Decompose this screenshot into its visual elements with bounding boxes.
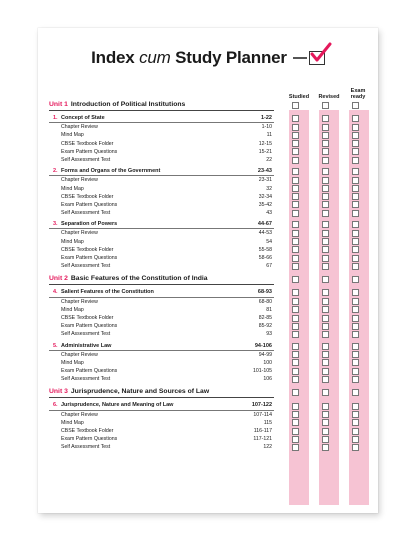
checkbox-revised[interactable] (322, 289, 329, 296)
title-rule (293, 57, 307, 58)
checkbox-exam-ready[interactable] (352, 168, 359, 175)
item-page: 44-53 (258, 230, 272, 237)
checkbox-studied[interactable] (292, 255, 299, 262)
item-label: Chapter Review (61, 298, 98, 305)
item-label: CBSE Textbook Folder (61, 193, 114, 200)
list-item (49, 123, 274, 131)
checkbox-studied[interactable] (292, 331, 299, 338)
item-label: Chapter Review (61, 351, 98, 358)
checkbox-exam-ready[interactable] (352, 403, 359, 410)
checkbox-studied[interactable] (292, 298, 299, 305)
item-label: Self Assessment Test (61, 263, 111, 270)
item-label: Self Assessment Test (61, 444, 111, 451)
checkbox-exam-ready[interactable] (352, 230, 359, 237)
checkbox-exam-ready[interactable] (352, 201, 359, 208)
chapter-heading (49, 401, 274, 410)
chapter-heading (49, 342, 274, 351)
unit-heading (49, 273, 274, 285)
checkbox-studied[interactable] (292, 177, 299, 184)
checkbox-exam-ready[interactable] (352, 115, 359, 122)
chapter-title: Jurisprudence, Nature and Meaning of Law (61, 402, 174, 409)
checkbox-revised[interactable] (322, 315, 329, 322)
checkmark-icon (309, 51, 325, 65)
chapter-pages: 94-106 (254, 342, 272, 349)
list-item (49, 322, 274, 330)
checkbox-exam-ready[interactable] (352, 436, 359, 443)
checkbox-exam-ready[interactable] (352, 132, 359, 139)
item-label: CBSE Textbook Folder (61, 428, 114, 434)
chapter-pages: 44-67 (257, 221, 272, 228)
item-label: Exam Pattern Questions (61, 201, 118, 208)
checkbox-revised[interactable] (322, 331, 329, 338)
list-item (49, 330, 274, 338)
checkbox-revised[interactable] (322, 102, 329, 109)
chapter-number: 6. (53, 402, 58, 409)
checkbox-exam-ready[interactable] (352, 444, 359, 451)
checkbox-revised[interactable] (322, 201, 329, 208)
item-label: Exam Pattern Questions (61, 148, 118, 155)
list-item (49, 375, 274, 383)
unit-heading (49, 99, 274, 111)
chapter-pages: 107-122 (251, 402, 272, 409)
chapter-pages: 1-22 (260, 115, 272, 121)
checkbox-revised[interactable] (322, 376, 329, 383)
item-page: 68-80 (258, 298, 272, 305)
checkbox-exam-ready[interactable] (352, 343, 359, 350)
item-page: 94-99 (258, 351, 272, 358)
chapter-title: Administrative Law (61, 342, 112, 349)
checkbox-exam-ready[interactable] (352, 157, 359, 164)
checkbox-studied[interactable] (292, 403, 299, 410)
checkbox-revised[interactable] (322, 132, 329, 139)
checkbox-revised[interactable] (322, 359, 329, 366)
chapter-heading (49, 288, 274, 297)
item-label: Mind Map (61, 238, 84, 245)
item-label: Exam Pattern Questions (61, 368, 118, 375)
checkbox-exam-ready[interactable] (352, 306, 359, 313)
checkbox-revised[interactable] (322, 368, 329, 375)
checkbox-exam-ready[interactable] (352, 221, 359, 228)
checkbox-exam-ready[interactable] (352, 411, 359, 418)
checkbox-studied[interactable] (292, 168, 299, 175)
item-page: 32-34 (258, 193, 272, 200)
checkbox-studied[interactable] (292, 444, 299, 451)
item-label: Chapter Review (61, 177, 98, 184)
checkbox-studied[interactable] (292, 436, 299, 443)
item-label: Self Assessment Test (61, 376, 111, 383)
checkbox-exam-ready[interactable] (352, 298, 359, 305)
checkbox-revised[interactable] (322, 140, 329, 147)
item-label: CBSE Textbook Folder (61, 314, 114, 321)
checkbox-studied[interactable] (292, 376, 299, 383)
checkbox-exam-ready[interactable] (352, 428, 359, 435)
item-page: 43 (266, 210, 272, 217)
checkbox-studied[interactable] (292, 323, 299, 330)
item-label: Mind Map (61, 359, 84, 366)
item-page: 116-117 (253, 428, 272, 434)
list-item (49, 246, 274, 254)
checkbox-exam-ready[interactable] (352, 124, 359, 131)
unit-number: Unit 3 (49, 388, 68, 396)
list-item (49, 359, 274, 367)
list-item (49, 367, 274, 375)
checkbox-studied[interactable] (292, 263, 299, 270)
checkbox-studied[interactable] (292, 315, 299, 322)
item-page: 15-21 (258, 148, 272, 155)
item-page: 58-66 (258, 255, 272, 261)
list-item (49, 411, 274, 419)
item-page: 22 (266, 156, 272, 163)
chapter-pages: 68-93 (257, 289, 272, 296)
index-table (49, 96, 274, 452)
checkbox-studied[interactable] (292, 157, 299, 164)
chapter-title: Forms and Organs of the Government (61, 168, 161, 175)
checkbox-exam-ready[interactable] (352, 193, 359, 200)
checkbox-exam-ready[interactable] (352, 276, 359, 283)
list-item (49, 298, 274, 306)
chapter-heading (49, 114, 274, 123)
checkbox-exam-ready[interactable] (352, 376, 359, 383)
checkbox-exam-ready[interactable] (352, 289, 359, 296)
checkbox-studied[interactable] (292, 238, 299, 245)
checkbox-studied[interactable] (292, 132, 299, 139)
list-item (49, 351, 274, 359)
item-page: 55-58 (258, 246, 272, 253)
checkbox-studied[interactable] (292, 115, 299, 122)
list-item (49, 427, 274, 435)
column-header-revised: Revised (318, 94, 340, 100)
list-item (49, 229, 274, 237)
chapter-number: 5. (53, 342, 58, 349)
checkbox-exam-ready[interactable] (352, 148, 359, 155)
checkbox-revised[interactable] (322, 419, 329, 426)
checkbox-studied[interactable] (292, 428, 299, 435)
checkbox-revised[interactable] (322, 177, 329, 184)
checkbox-revised[interactable] (322, 185, 329, 192)
chapter-number: 1. (53, 115, 58, 121)
list-item (49, 156, 274, 164)
checkbox-revised[interactable] (322, 444, 329, 451)
item-page: 35-42 (258, 201, 272, 208)
list-item (49, 435, 274, 443)
list-item (49, 193, 274, 201)
checkbox-revised[interactable] (322, 210, 329, 217)
checkbox-exam-ready[interactable] (352, 389, 359, 396)
unit-title: Jurisprudence, Nature and Sources of Law (70, 388, 210, 396)
item-page: 101-105 (252, 368, 272, 375)
item-page: 82-85 (258, 314, 272, 321)
item-page: 1-10 (261, 124, 272, 131)
checkbox-revised[interactable] (322, 436, 329, 443)
checkbox-studied[interactable] (292, 359, 299, 366)
checkbox-studied[interactable] (292, 185, 299, 192)
checkbox-studied[interactable] (292, 411, 299, 418)
checkbox-revised[interactable] (322, 168, 329, 175)
item-label: CBSE Textbook Folder (61, 246, 114, 253)
checkbox-exam-ready[interactable] (352, 359, 359, 366)
item-page: 32 (266, 185, 272, 192)
item-page: 67 (266, 263, 272, 270)
checkbox-revised[interactable] (322, 157, 329, 164)
list-item (49, 306, 274, 314)
item-label: Self Assessment Test (61, 210, 111, 217)
item-page: 122 (263, 444, 272, 451)
checkbox-revised[interactable] (322, 428, 329, 435)
item-label: CBSE Textbook Folder (61, 140, 114, 147)
checkbox-revised[interactable] (322, 263, 329, 270)
unit-number: Unit 2 (49, 275, 68, 283)
checkbox-exam-ready[interactable] (352, 185, 359, 192)
checkbox-studied[interactable] (292, 389, 299, 396)
checkbox-revised[interactable] (322, 124, 329, 131)
list-item (49, 176, 274, 184)
list-item (49, 185, 274, 193)
checkbox-studied[interactable] (292, 306, 299, 313)
item-page: 93 (266, 331, 272, 338)
chapter-title: Separation of Powers (61, 221, 118, 228)
checkbox-exam-ready[interactable] (352, 351, 359, 358)
checkbox-exam-ready[interactable] (352, 419, 359, 426)
item-page: 81 (266, 306, 272, 313)
item-label: Chapter Review (61, 230, 98, 237)
column-header-studied: Studied (288, 94, 310, 100)
checkbox-exam-ready[interactable] (352, 331, 359, 338)
checkbox-studied[interactable] (292, 276, 299, 283)
list-item (49, 419, 274, 427)
checkbox-exam-ready[interactable] (352, 263, 359, 270)
checkbox-revised[interactable] (322, 411, 329, 418)
checkbox-studied[interactable] (292, 289, 299, 296)
checkbox-exam-ready[interactable] (352, 238, 359, 245)
page-header (38, 48, 378, 68)
checkbox-studied[interactable] (292, 419, 299, 426)
checkbox-revised[interactable] (322, 193, 329, 200)
item-page: 117-121 (253, 436, 272, 443)
chapter-title: Concept of State (61, 115, 105, 121)
item-label: Mind Map (61, 306, 84, 313)
chapter-heading (49, 220, 274, 229)
checkbox-studied[interactable] (292, 351, 299, 358)
item-page: 54 (266, 238, 272, 245)
list-item (49, 140, 274, 148)
list-item (49, 201, 274, 209)
checkbox-revised[interactable] (322, 115, 329, 122)
item-page: 12-15 (258, 140, 272, 147)
item-label: Exam Pattern Questions (61, 436, 118, 443)
checkbox-exam-ready[interactable] (352, 315, 359, 322)
item-page: 23-31 (258, 177, 272, 184)
checkbox-studied[interactable] (292, 210, 299, 217)
list-item (49, 254, 274, 262)
checkbox-revised[interactable] (322, 343, 329, 350)
checkbox-revised[interactable] (322, 255, 329, 262)
checkbox-studied[interactable] (292, 102, 299, 109)
checkbox-revised[interactable] (322, 389, 329, 396)
checkbox-revised[interactable] (322, 351, 329, 358)
chapter-number: 4. (53, 289, 58, 296)
checkbox-studied[interactable] (292, 193, 299, 200)
list-item (49, 148, 274, 156)
checkbox-studied[interactable] (292, 343, 299, 350)
checkbox-exam-ready[interactable] (352, 210, 359, 217)
item-label: Mind Map (61, 132, 84, 139)
checkbox-revised[interactable] (322, 230, 329, 237)
list-item (49, 262, 274, 270)
item-label: Self Assessment Test (61, 331, 111, 338)
unit-title: Basic Features of the Constitution of India (70, 275, 208, 283)
item-label: Exam Pattern Questions (61, 323, 118, 330)
checkbox-revised[interactable] (322, 323, 329, 330)
checkbox-exam-ready[interactable] (352, 140, 359, 147)
checkbox-exam-ready[interactable] (352, 177, 359, 184)
item-label: Chapter Review (61, 124, 98, 131)
checkbox-exam-ready[interactable] (352, 246, 359, 253)
item-label: Mind Map (61, 419, 84, 426)
planner-page (38, 28, 378, 513)
item-page: 11 (266, 132, 272, 139)
chapter-heading (49, 167, 274, 176)
checkbox-revised[interactable] (322, 403, 329, 410)
chapter-pages: 23-43 (257, 168, 272, 175)
item-page: 106 (263, 376, 272, 383)
checkbox-revised[interactable] (322, 238, 329, 245)
checkbox-revised[interactable] (322, 298, 329, 305)
item-page: 107-114 (253, 411, 272, 418)
checkbox-revised[interactable] (322, 148, 329, 155)
checkbox-studied[interactable] (292, 201, 299, 208)
list-item (49, 314, 274, 322)
item-page: 85-92 (258, 323, 272, 330)
checkbox-studied[interactable] (292, 221, 299, 228)
list-item (49, 131, 274, 139)
column-header-exam-ready: Exam ready (350, 88, 366, 100)
checkbox-revised[interactable] (322, 221, 329, 228)
list-item (49, 209, 274, 217)
checkbox-exam-ready[interactable] (352, 368, 359, 375)
chapter-number: 3. (53, 221, 58, 228)
checkbox-studied[interactable] (292, 230, 299, 237)
list-item (49, 443, 274, 451)
item-label: Mind Map (61, 185, 84, 192)
item-page: 100 (263, 359, 272, 366)
checkbox-studied[interactable] (292, 246, 299, 253)
checkbox-studied[interactable] (292, 140, 299, 147)
checkbox-studied[interactable] (292, 368, 299, 375)
item-label: Chapter Review (61, 411, 98, 418)
chapter-title: Salient Features of the Constitution (61, 289, 154, 296)
checkbox-revised[interactable] (322, 246, 329, 253)
checkbox-revised[interactable] (322, 276, 329, 283)
item-label: Exam Pattern Questions (61, 255, 118, 261)
checkbox-exam-ready[interactable] (352, 102, 359, 109)
page-title: Index cum Study Planner (91, 48, 287, 67)
unit-title: Introduction of Political Institutions (70, 101, 186, 108)
checkbox-studied[interactable] (292, 148, 299, 155)
checkbox-studied[interactable] (292, 124, 299, 131)
checkbox-revised[interactable] (322, 306, 329, 313)
item-label: Self Assessment Test (61, 156, 111, 163)
checkbox-exam-ready[interactable] (352, 255, 359, 262)
checkbox-exam-ready[interactable] (352, 323, 359, 330)
item-page: 115 (263, 419, 272, 426)
unit-heading (49, 386, 274, 398)
chapter-number: 2. (53, 168, 58, 175)
list-item (49, 238, 274, 246)
unit-number: Unit 1 (49, 101, 68, 108)
